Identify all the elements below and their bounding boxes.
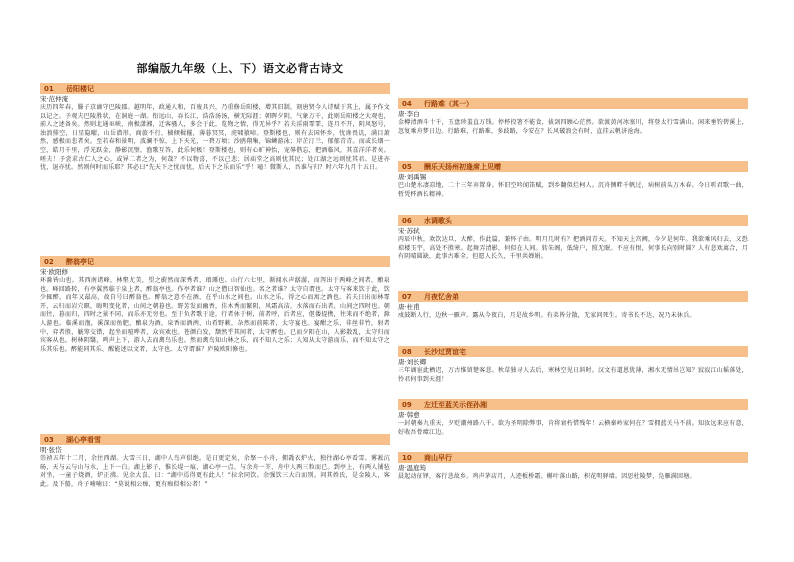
section-author: 宋·苏轼 — [398, 227, 420, 235]
section-number: 04 — [402, 99, 412, 108]
section-author: 唐·刘禹锡 — [398, 173, 427, 181]
section-03 — [40, 431, 390, 489]
section-09 — [398, 396, 748, 437]
section-title: 月夜忆舍弟 — [424, 292, 459, 301]
section-author: 明·张岱 — [40, 446, 62, 454]
section-text: 三年谪宦此栖迟，万古惟留楚客悲。秋草独寻人去后，寒林空见日斜时。汉文有道恩犹薄，湘水无情吊岂知？寂寂江山摇落处，怜君何事到天涯！ — [398, 367, 748, 383]
section-header — [398, 215, 748, 226]
section-header — [398, 98, 748, 109]
section-title: 酬乐天扬州初逢席上见赠 — [424, 162, 501, 171]
section-text: 金樽清酒斗十千，玉盘珍羞直万钱。停杯投箸不能食，拔剑四顾心茫然。欲渡黄河冰塞川，将登太行雪满山。闲来垂钓碧溪上，忽复乘舟梦日边。行路难，行路难，多歧路，今安在？长风破浪会有时，直挂云帆济沧海。 — [398, 119, 748, 135]
section-number: 10 — [402, 453, 412, 462]
section-05 — [398, 158, 748, 199]
section-number: 02 — [44, 257, 54, 266]
section-title: 水调歌头 — [424, 216, 452, 225]
section-number: 01 — [44, 84, 54, 93]
section-header — [398, 161, 748, 172]
section-02 — [40, 253, 390, 354]
section-08 — [398, 343, 748, 384]
section-text: 丙辰中秋，欢饮达旦，大醉，作此篇，兼怀子由。明月几时有？把酒问青天。不知天上宫阙，今夕是何年。我欲乘风归去，又恐琼楼玉宇，高处不胜寒。起舞弄清影，何似在人间。转朱阁，低绮户，照无眠。不应有恨，何事长向别时圆？人有悲欢离合，月有阴晴圆缺，此事古难全。但愿人长久，千里共婵娟。 — [398, 236, 748, 261]
section-text: 巴山楚水凄凉地，二十三年弃置身。怀旧空吟闻笛赋，到乡翻似烂柯人。沉舟侧畔千帆过，病树前头万木春。今日听君歌一曲，暂凭杯酒长精神。 — [398, 182, 748, 198]
section-header — [40, 434, 390, 445]
section-text: 庆历四年春，滕子京谪守巴陵郡。越明年，政通人和，百废具兴，乃重修岳阳楼，增其旧制，刻唐贤今人诗赋于其上，属予作文以记之。予观夫巴陵胜状，在洞庭一湖。衔远山，吞长江，浩浩汤汤，横无际涯；朝晖夕阴，气象万千，此则岳阳楼之大观也，前人之述备矣。然则北通巫峡，南极潇湘，迁客骚人，多会于此，览物之情，得无异乎？若夫淫雨霏霏，连月不开，阴风怒号，浊浪排空，日星隐曜，山岳潜形，商旅不行，樯倾楫摧，薄暮冥冥，虎啸猿啼。登斯楼也，则有去国怀乡，忧谗畏讥，满目萧然，感极而悲者矣。至若春和景明，波澜不惊，上下天光，一碧万顷；沙鸥翔集，锦鳞游泳；岸芷汀兰，郁郁青青。而或长烟一空，皓月千里，浮光跃金，静影沉璧，渔歌互答，此乐何极！登斯楼也，则有心旷神怡，宠辱偕忘，把酒临风，其喜洋洋者矣。嗟夫！予尝求古仁人之心，或异二者之为，何哉？不以物喜，不以己悲；居庙堂之高则忧其民；处江湖之远则忧其君。是进亦忧，退亦忧。然则何时而乐耶？其必曰“先天下之忧而忧，后天下之乐而乐”乎！噫！微斯人，吾谁与归？时六年九月十五日。 — [40, 104, 390, 172]
section-author: 唐·韩愈 — [398, 411, 420, 419]
section-number: 08 — [402, 347, 412, 356]
section-number: 03 — [44, 435, 54, 444]
section-number: 06 — [402, 216, 412, 225]
section-title: 湖心亭看雪 — [66, 435, 101, 444]
section-header — [398, 291, 748, 302]
section-01 — [40, 80, 390, 173]
section-text: 一封朝奏九重天，夕贬潮州路八千。欲为圣明除弊事，肯将衰朽惜残年！云横秦岭家何在？雪拥蓝关马不前。知汝远来应有意，好收吾骨瘴江边。 — [398, 420, 748, 436]
section-author: 宋·欧阳修 — [40, 268, 69, 276]
section-author: 唐·李白 — [398, 110, 420, 118]
section-title: 行路难（其一） — [424, 99, 473, 108]
section-text: 崇祯五年十二月，余住西湖。大雪三日，湖中人鸟声俱绝。是日更定矣，余拏一小舟，拥毳衣炉火，独往湖心亭看雪。雾凇沆砀，天与云与山与水，上下一白。湖上影子，惟长堤一痕、湖心亭一点、与余舟一芥、舟中人两三粒而已。到亭上，有两人铺毡对坐，一童子烧酒，炉正沸。见余大喜，曰：“湖中焉得更有此人！”拉余同饮。余强饮三大白而别。问其姓氏，是金陵人，客此。及下船，舟子喃喃曰：“莫说相公痴，更有痴似相公者！” — [40, 455, 390, 488]
section-title: 醉翁亭记 — [66, 257, 94, 266]
section-author: 唐·刘长卿 — [398, 358, 427, 366]
section-title: 岳阳楼记 — [66, 84, 94, 93]
page-title: 部编版九年级（上、下）语文必背古诗文 — [136, 62, 344, 75]
section-author: 宋·范仲淹 — [40, 95, 69, 103]
section-number: 05 — [402, 162, 412, 171]
section-number: 07 — [402, 292, 412, 301]
section-author: 唐·温庭筠 — [398, 464, 427, 472]
section-header — [398, 399, 748, 410]
section-author: 唐·杜甫 — [398, 303, 420, 311]
section-title: 左迁至蓝关示侄孙湘 — [424, 400, 487, 409]
section-06 — [398, 212, 748, 262]
section-header — [40, 256, 390, 267]
section-header — [398, 346, 748, 357]
section-07 — [398, 288, 748, 321]
section-title: 长沙过贾谊宅 — [424, 347, 466, 356]
section-title: 商山早行 — [424, 453, 452, 462]
section-text: 环滁皆山也。其西南诸峰，林壑尤美，望之蔚然而深秀者，琅琊也。山行六七里，渐闻水声潺潺，而泻出于两峰之间者，酿泉也。峰回路转，有亭翼然临于泉上者，醉翁亭也。作亭者谁？山之僧曰智仙也。名之者谁？太守自谓也。太守与客来饮于此，饮少辄醉，而年又最高，故自号曰醉翁也。醉翁之意不在酒，在乎山水之间也。山水之乐，得之心而寓之酒也。若夫日出而林霏开，云归而岩穴暝，晦明变化者，山间之朝暮也。野芳发而幽香，佳木秀而繁阴，风霜高洁，水落而石出者，山间之四时也。朝而往，暮而归，四时之景不同，而乐亦无穷也。至于负者歌于途，行者休于树，前者呼，后者应，伛偻提携，往来而不绝者，滁人游也。临溪而渔，溪深而鱼肥，酿泉为酒，泉香而酒洌，山肴野蔌，杂然而前陈者，太守宴也。宴酣之乐，非丝非竹，射者中，弈者胜，觥筹交错，起坐而喧哗者，众宾欢也。苍颜白发，颓然乎其间者，太守醉也。已而夕阳在山，人影散乱，太守归而宾客从也。树林阴翳，鸣声上下，游人去而禽鸟乐也。然而禽鸟知山林之乐，而不知人之乐；人知从太守游而乐，而不知太守之乐其乐也。醉能同其乐，醒能述以文者，太守也。太守谓谁？庐陵欧阳修也。 — [40, 277, 390, 353]
section-04 — [398, 95, 748, 136]
section-number: 09 — [402, 400, 412, 409]
section-header — [40, 83, 390, 94]
section-header — [398, 452, 748, 463]
section-text: 晨起动征铎，客行悲故乡。鸡声茅店月，人迹板桥霜。槲叶落山路，枳花明驿墙。因思杜陵梦，凫雁满回塘。 — [398, 473, 696, 480]
section-10 — [398, 449, 748, 482]
section-text: 戍鼓断人行，边秋一雁声。露从今夜白，月是故乡明。有弟皆分散，无家问死生。寄书长不达，况乃未休兵。 — [398, 312, 696, 319]
